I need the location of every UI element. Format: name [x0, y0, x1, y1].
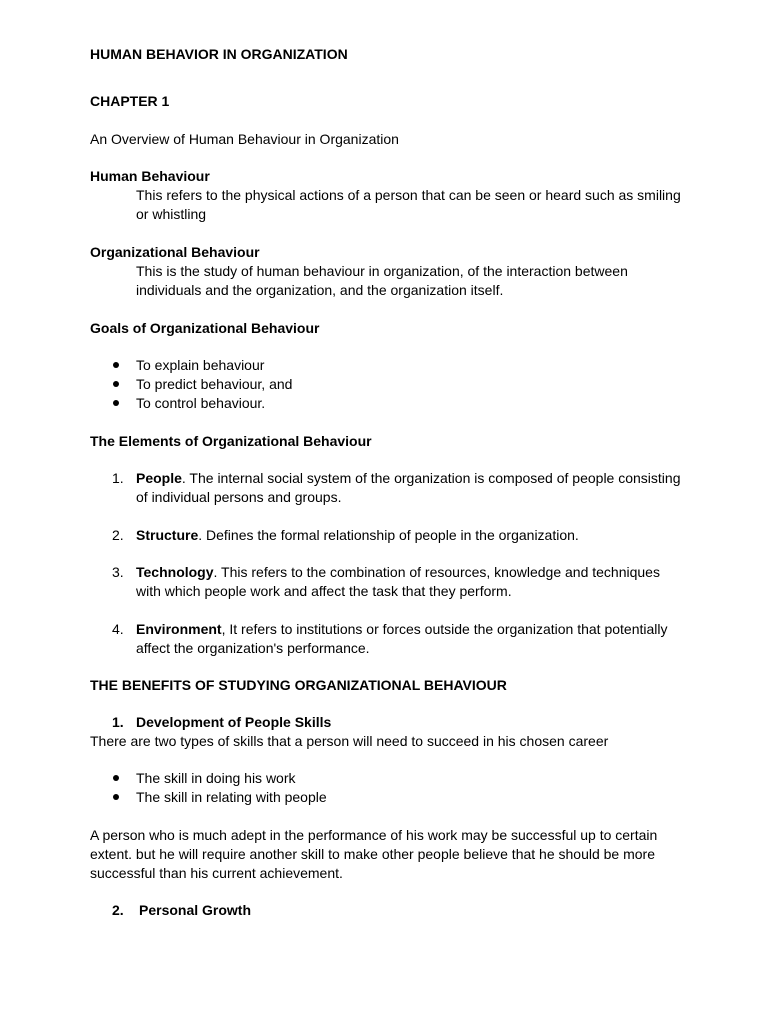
benefit-intro-text: There are two types of skills that a person will need to succeed in his chosen career: [90, 733, 609, 749]
chapter-overview: An Overview of Human Behaviour in Organization: [90, 131, 399, 147]
benefit-paragraph-line: A person who is much adept in the performance of his work may be successful up to certain: [90, 827, 658, 843]
bullet-icon: [113, 362, 119, 368]
goals-list-item: To predict behaviour, and: [136, 376, 293, 392]
element-term: Technology: [136, 564, 214, 580]
element-term: Environment: [136, 621, 222, 637]
element-term: Structure: [136, 527, 199, 543]
goals-list-item: To control behaviour.: [136, 395, 266, 411]
list-number: 1.: [112, 470, 124, 486]
element-description: . Defines the formal relationship of people in the organization.: [198, 527, 579, 543]
benefit-paragraph-line: extent. but he will require another skill to make other people believe that he should be more: [90, 846, 656, 862]
list-number: 2.: [112, 902, 124, 918]
element-term: People: [136, 470, 182, 486]
elements-list-item: [136, 526, 579, 545]
benefit-item-heading: Personal Growth: [139, 902, 252, 918]
bullet-icon: [113, 775, 119, 781]
element-description: , It refers to institutions or forces outside the organization that potentially: [221, 621, 668, 637]
element-description-continued: of individual persons and groups.: [136, 489, 342, 505]
list-number: 3.: [112, 564, 124, 580]
elements-heading: The Elements of Organizational Behaviour: [90, 433, 372, 449]
benefit-paragraph-line: successful than his current achievement.: [90, 865, 343, 881]
element-description: . The internal social system of the organization is composed of people consisting: [181, 470, 681, 486]
element-description: . This refers to the combination of resources, knowledge and techniques: [213, 564, 660, 580]
element-description-continued: with which people work and affect the task that they perform.: [136, 583, 512, 599]
organizational-behaviour-text-line: This is the study of human behaviour in organization, of the interaction between: [136, 263, 628, 279]
human-behaviour-text-line: This refers to the physical actions of a person that can be seen or heard such as smiling: [136, 187, 681, 203]
skills-list-item: The skill in doing his work: [136, 770, 296, 786]
skills-list-item: The skill in relating with people: [136, 789, 327, 805]
document-title: HUMAN BEHAVIOR IN ORGANIZATION: [90, 46, 348, 62]
list-number: 4.: [112, 621, 124, 637]
benefit-item-heading: Development of People Skills: [136, 714, 332, 730]
human-behaviour-heading: Human Behaviour: [90, 168, 210, 184]
goals-heading: Goals of Organizational Behaviour: [90, 320, 320, 336]
bullet-icon: [113, 381, 119, 387]
human-behaviour-text-line: or whistling: [136, 206, 207, 222]
organizational-behaviour-heading: Organizational Behaviour: [90, 244, 260, 260]
element-description-continued: affect the organization's performance.: [136, 640, 370, 656]
list-number: 1.: [112, 714, 124, 730]
chapter-heading: CHAPTER 1: [90, 93, 170, 109]
elements-list-item: [136, 469, 680, 488]
list-number: 2.: [112, 527, 124, 543]
bullet-icon: [113, 794, 119, 800]
elements-list-item: [136, 563, 660, 582]
benefits-heading: THE BENEFITS OF STUDYING ORGANIZATIONAL BEHAVIOUR: [90, 677, 507, 693]
organizational-behaviour-text-line: individuals and the organization, and the organization itself.: [136, 282, 504, 298]
goals-list-item: To explain behaviour: [136, 357, 265, 373]
elements-list-item: [136, 620, 668, 639]
bullet-icon: [113, 400, 119, 406]
